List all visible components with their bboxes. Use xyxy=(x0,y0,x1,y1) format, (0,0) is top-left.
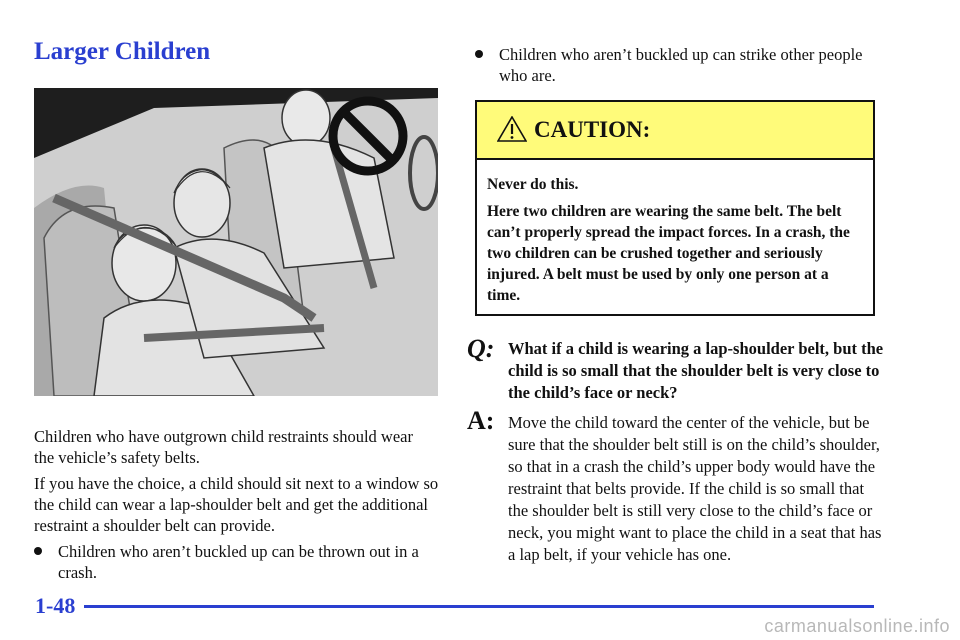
bullet-dot-icon xyxy=(475,50,483,58)
bullet-text: Children who aren’t buckled up can strike other people who are. xyxy=(499,45,863,85)
caution-body xyxy=(477,160,873,306)
question-label: Q: xyxy=(467,334,495,363)
answer-block xyxy=(467,406,887,566)
bullet-dot-icon xyxy=(34,547,42,555)
caution-line: Never do this. xyxy=(487,176,579,193)
caution-line: Here two children are wearing the same belt. The belt can’t properly spread the impact forces. In a crash, the two children can be crushed together and seriously injured. A belt must be used by only one person at a time. xyxy=(487,203,850,304)
caution-header xyxy=(477,102,873,160)
question-text: What if a child is wearing a lap‑shoulder belt, but the child is so small that the shoulder belt is very close to the child’s face or neck? xyxy=(508,339,884,402)
warning-triangle-icon xyxy=(497,116,527,142)
paragraph-window-seat: If you have the choice, a child should sit next to a window so the child can wear a lap‑shoulder belt and get the additional restraint a shoulder belt can provide. xyxy=(34,474,439,535)
caution-title: CAUTION: xyxy=(534,117,651,142)
watermark: carmanualsonline.info xyxy=(764,616,950,636)
prohibition-sign-icon xyxy=(326,94,410,178)
page-number: 1-48 xyxy=(35,593,76,618)
children-sharing-belt-illustration xyxy=(34,88,438,396)
bullet-strike-others xyxy=(475,44,875,86)
bullet-thrown-out xyxy=(34,541,444,583)
answer-text: Move the child toward the center of the vehicle, but be sure that the shoulder belt still is on the child’s shoulder, so that in a crash the child’s upper body would have the restraint that belts provide. If the child is so small that the shoulder belt is still very close to the child’s face or neck, you might want to place the child in a seat that has a lap belt, if your vehicle has one. xyxy=(508,413,882,564)
paragraph-outgrown-restraints: Children who have outgrown child restraints should wear the vehicle’s safety belts. xyxy=(34,427,413,467)
page-title: Larger Children xyxy=(34,38,211,65)
question-block xyxy=(467,334,887,404)
bullet-text: Children who aren’t buckled up can be thrown out in a crash. xyxy=(58,542,419,582)
caution-box xyxy=(475,100,875,316)
footer-rule xyxy=(84,605,874,608)
answer-label: A: xyxy=(467,406,495,435)
